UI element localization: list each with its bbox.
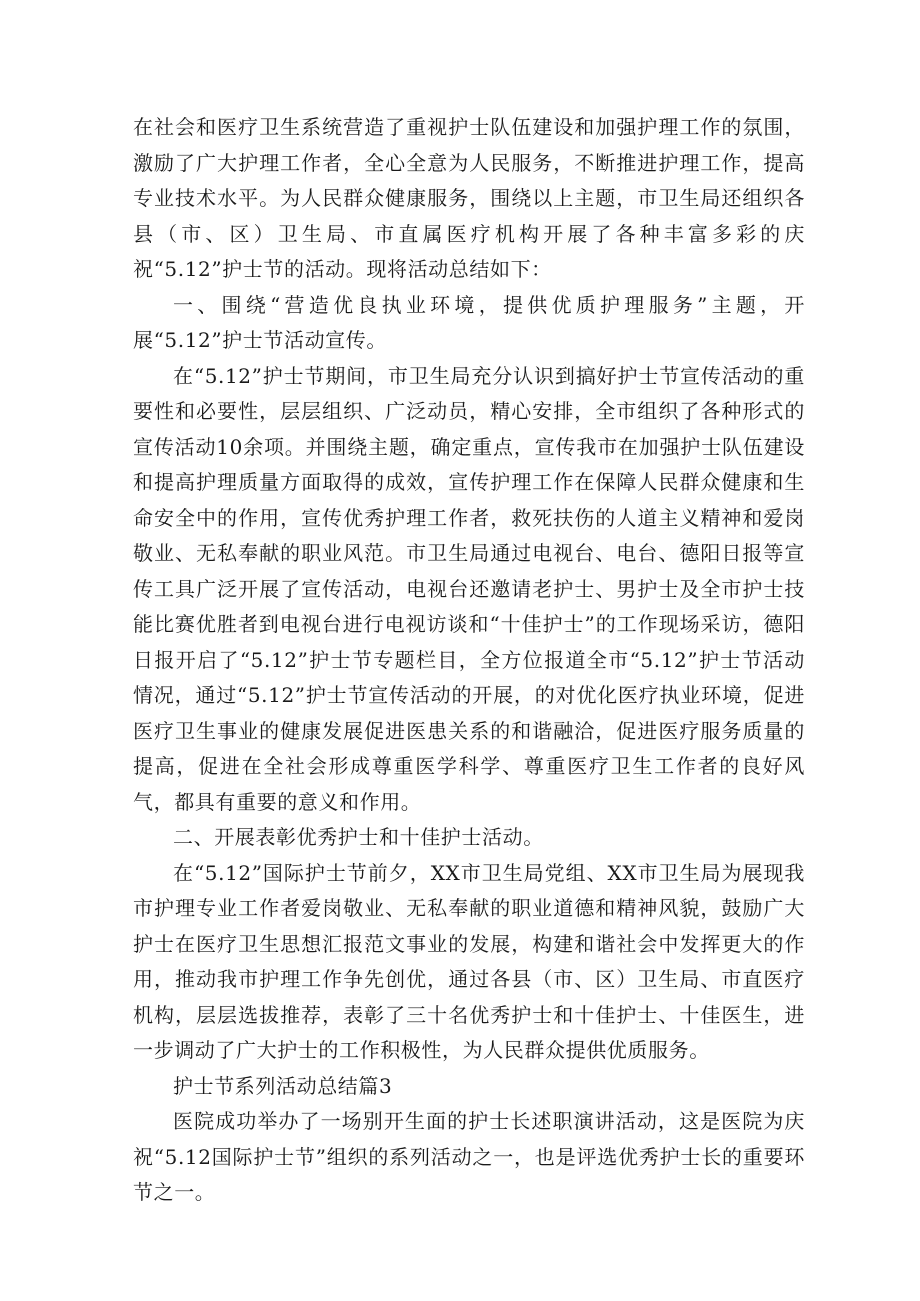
document-body [133, 110, 805, 1211]
paragraph-intro: 在社会和医疗卫生系统营造了重视护士队伍建设和加强护理工作的氛围，激励了广大护理工作者，全心全意为人民服务，不断推进护理工作，提高专业技术水平。为人民群众健康服务，围绕以上主题，市卫生局还组织各县（市、区）卫生局、市直属医疗机构开展了各种丰富多彩的庆祝“5.12”护士节的活动。现将活动总结如下： [133, 115, 805, 281]
paragraph-publicity: 在“5.12”护士节期间，市卫生局充分认识到搞好护士节宣传活动的重要性和必要性，层层组织、广泛动员，精心安排，全市组织了各种形式的宣传活动10余项。并围绕主题，确定重点，宣传我市在加强护士队伍建设和提高护理质量方面取得的成效，宣传护理工作在保障人民群众健康和生命安全中的作用，宣传优秀护理工作者，救死扶伤的人道主义精神和爱岗敬业、无私奉献的职业风范。市卫生局通过电视台、电台、德阳日报等宣传工具广泛开展了宣传活动，电视台还邀请老护士、男护士及全市护士技能比赛优胜者到电视台进行电视访谈和“十佳护士”的工作现场采访，德阳日报开启了“5.12”护士节专题栏目，全方位报道全市“5.12”护士节活动情况，通过“5.12”护士节宣传活动的开展，的对优化医疗执业环境，促进医疗卫生事业的健康发展促进医患关系的和谐融洽，促进医疗服务质量的提高，促进在全社会形成尊重医学科学、尊重医疗卫生工作者的良好风气，都具有重要的意义和作用。 [133, 363, 805, 814]
section-heading-1: 一、围绕“营造优良执业环境，提供优质护理服务”主题，开展“5.12”护士节活动宣传。 [133, 292, 805, 352]
section-heading-2: 二、开展表彰优秀护士和十佳护士活动。 [173, 825, 544, 849]
paragraph-head-nurse-speech: 医院成功举办了一场别开生面的护士长述职演讲活动，这是医院为庆祝“5.12国际护士节”组织的系列活动之一，也是评选优秀护士长的重要环节之一。 [133, 1109, 805, 1204]
paragraph-commendation: 在“5.12”国际护士节前夕，XX市卫生局党组、XX市卫生局为展现我市护理专业工作者爱岗敬业、无私奉献的职业道德和精神风貌，鼓励广大护士在医疗卫生思想汇报范文事业的发展，构建和谐社会中发挥更大的作用，推动我市护理工作争先创优，通过各县（市、区）卫生局、市直医疗机构，层层选拔推荐，表彰了三十名优秀护士和十佳护士、十佳医生，进一步调动了广大护士的工作积极性，为人民群众提供优质服务。 [133, 860, 805, 1062]
article-title-part-3: 护士节系列活动总结篇3 [173, 1073, 393, 1098]
